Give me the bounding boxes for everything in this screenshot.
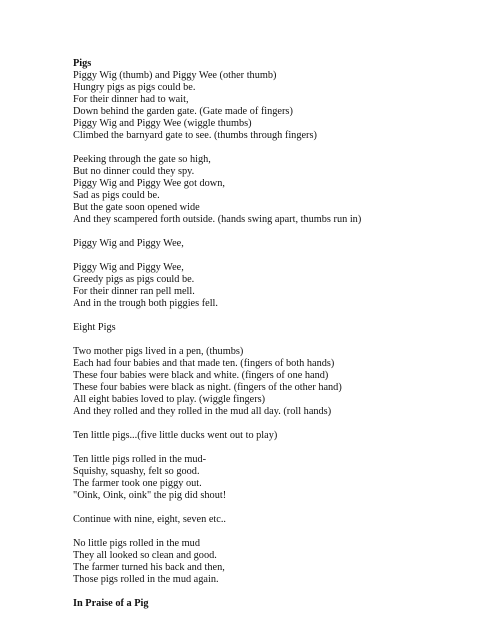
text-line: But no dinner could they spy. (73, 166, 195, 177)
text-line: But the gate soon opened wide (73, 202, 200, 213)
text-line: Peeking through the gate so high, (73, 154, 211, 165)
section-title-in-praise-of-a-pig: In Praise of a Pig (73, 598, 149, 609)
text-line: Hungry pigs as pigs could be. (73, 82, 196, 93)
text-line: Piggy Wig and Piggy Wee, (73, 238, 184, 249)
text-line: These four babies were black and white. (fingers of one hand) (73, 370, 329, 381)
text-line: Greedy pigs as pigs could be. (73, 274, 195, 285)
text-line: No little pigs rolled in the mud (73, 538, 200, 549)
text-line: Piggy Wig and Piggy Wee got down, (73, 178, 225, 189)
text-line: Ten little pigs rolled in the mud- (73, 454, 207, 465)
text-line: Piggy Wig and Piggy Wee, (73, 262, 184, 273)
text-line: For their dinner ran pell mell. (73, 286, 195, 297)
text-line: And they rolled and they rolled in the mud all day. (roll hands) (73, 406, 332, 417)
text-line: Two mother pigs lived in a pen, (thumbs) (73, 346, 244, 357)
text-line: All eight babies loved to play. (wiggle fingers) (73, 394, 266, 405)
text-line: Down behind the garden gate. (Gate made of fingers) (73, 106, 293, 117)
text-line: Continue with nine, eight, seven etc.. (73, 514, 226, 525)
text-line: The farmer turned his back and then, (73, 562, 225, 573)
text-line: Sad as pigs could be. (73, 190, 160, 201)
text-line: These four babies were black as night. (fingers of the other hand) (73, 382, 342, 393)
text-line: And they scampered forth outside. (hands swing apart, thumbs run in) (73, 214, 362, 225)
text-line: Climbed the barnyard gate to see. (thumbs through fingers) (73, 130, 317, 141)
text-line: They all looked so clean and good. (73, 550, 217, 561)
section-title-pigs: Pigs (73, 58, 92, 69)
text-line: The farmer took one piggy out. (73, 478, 202, 489)
text-line: Each had four babies and that made ten. (fingers of both hands) (73, 358, 335, 369)
text-line: For their dinner had to wait, (73, 94, 189, 105)
text-line: Those pigs rolled in the mud again. (73, 574, 219, 585)
text-line: And in the trough both piggies fell. (73, 298, 218, 309)
text-line: Ten little pigs...(five little ducks went out to play) (73, 430, 278, 441)
section-title-eight-pigs: Eight Pigs (73, 322, 116, 333)
text-line: Piggy Wig and Piggy Wee (wiggle thumbs) (73, 118, 252, 129)
text-line: "Oink, Oink, oink" the pig did shout! (73, 490, 227, 501)
text-line: Squishy, squashy, felt so good. (73, 466, 200, 477)
text-line: Piggy Wig (thumb) and Piggy Wee (other thumb) (73, 70, 277, 81)
